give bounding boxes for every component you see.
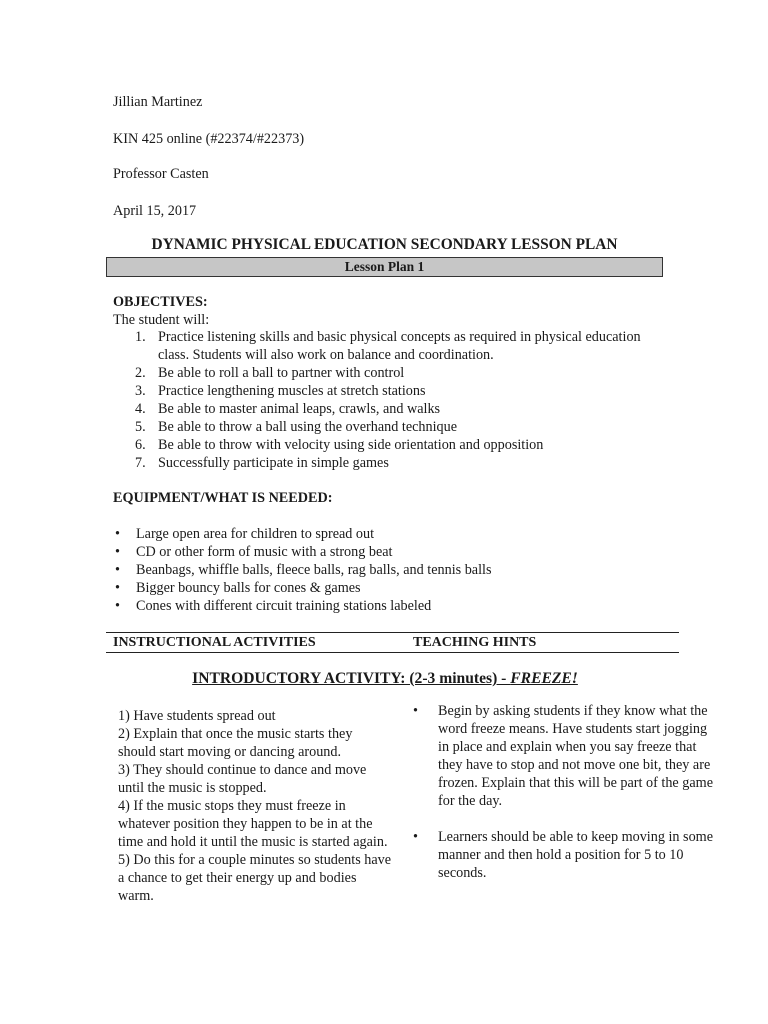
objective-item: 5. Be able to throw a ball using the overhand technique xyxy=(135,419,458,435)
bullet-icon: • xyxy=(115,526,120,542)
bullet-icon: • xyxy=(115,544,120,560)
table-top-rule xyxy=(106,632,679,633)
date: April 15, 2017 xyxy=(113,203,197,219)
teaching-hint: • Begin by asking students if they know what the word freeze means. Have students start jogging in place and explain when you say freeze that they have to stop and not move one bit, they are frozen. Explain that this will be part of the game for the day. xyxy=(413,703,713,809)
student-name: Jillian Martinez xyxy=(113,94,203,110)
equipment-item: • Bigger bouncy balls for cones & games xyxy=(115,580,361,596)
objective-item: 7. Successfully participate in simple games xyxy=(135,455,389,471)
equipment-item: • Beanbags, whiffle balls, fleece balls, rag balls, and tennis balls xyxy=(115,562,492,578)
introductory-activity-title: INTRODUCTORY ACTIVITY: (2-3 minutes) - FREEZE! xyxy=(192,670,578,687)
equipment-list xyxy=(113,525,653,615)
column-header-activities: INSTRUCTIONAL ACTIVITIES xyxy=(113,635,316,650)
objective-item: 1. Practice listening skills and basic physical concepts as required in physical education class. Students will also work on balance and coordination. xyxy=(135,329,641,363)
professor-name: Professor Casten xyxy=(113,166,209,182)
equipment-item: • CD or other form of music with a strong beat xyxy=(115,544,393,560)
equipment-heading: EQUIPMENT/WHAT IS NEEDED: xyxy=(113,490,333,506)
objectives-list xyxy=(113,328,653,472)
activity-steps: 1) Have students spread out 2) Explain that once the music starts they should start moving or dancing around. 3) They should continue to dance and move until the music is stopped. 4) If the music stops they must freeze in whatever position they happen to be in at the time and hold it until the music is started again. 5) Do this for a couple minutes so students have a chance to get their energy up and bodies warm. xyxy=(118,708,392,904)
table-bottom-rule xyxy=(106,652,679,653)
document-title: DYNAMIC PHYSICAL EDUCATION SECONDARY LESSON PLAN xyxy=(151,236,618,253)
bullet-icon: • xyxy=(115,562,120,578)
objective-item: 6. Be able to throw with velocity using side orientation and opposition xyxy=(135,437,544,453)
lesson-plan-label: Lesson Plan 1 xyxy=(106,257,663,277)
equipment-item: • Cones with different circuit training stations labeled xyxy=(115,598,432,614)
objectives-intro: The student will: xyxy=(113,312,210,328)
equipment-item: • Large open area for children to spread out xyxy=(115,526,375,542)
bullet-icon: • xyxy=(115,580,120,596)
objective-item: 2. Be able to roll a ball to partner with control xyxy=(135,365,405,381)
teaching-hint: • Learners should be able to keep moving in some manner and then hold a position for 5 to 10 seconds. xyxy=(413,829,714,881)
bullet-icon: • xyxy=(413,829,418,845)
objective-item: 3. Practice lengthening muscles at stretch stations xyxy=(135,383,426,399)
column-header-hints: TEACHING HINTS xyxy=(413,635,537,650)
bullet-icon: • xyxy=(115,598,120,614)
bullet-icon: • xyxy=(413,703,418,719)
objective-item: 4. Be able to master animal leaps, crawls, and walks xyxy=(135,401,441,417)
objectives-heading: OBJECTIVES: xyxy=(113,294,208,310)
course-name: KIN 425 online (#22374/#22373) xyxy=(113,131,305,147)
teaching-hints-list xyxy=(413,702,713,882)
